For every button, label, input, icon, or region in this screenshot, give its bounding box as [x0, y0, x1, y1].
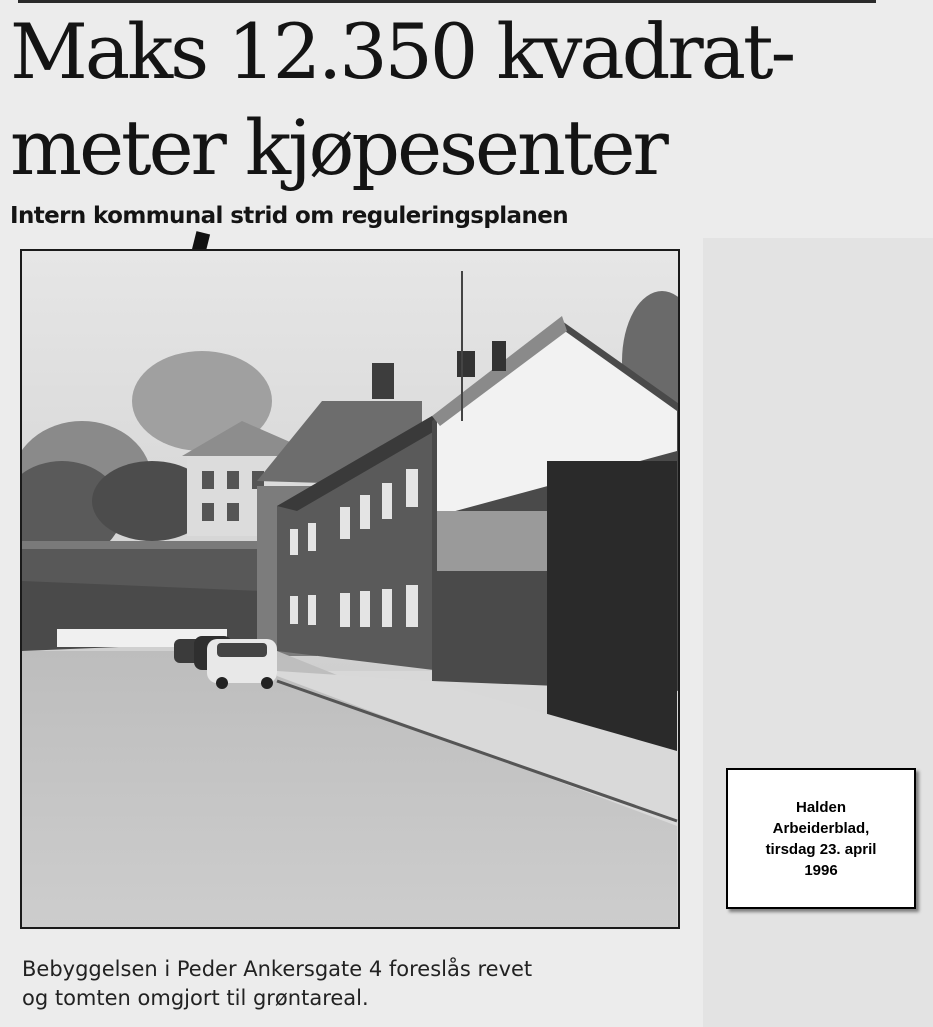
source-line-1: Halden	[795, 798, 846, 816]
headline-line-2: meter kjøpesenter	[10, 103, 666, 192]
source-line-4: 1996	[804, 861, 838, 879]
photo-caption	[22, 955, 692, 1013]
caption-line-2: og tomten omgjort til grøntareal.	[22, 986, 369, 1010]
street-photo	[20, 249, 680, 929]
headline-line-1: Maks 12.350 kvadrat-	[10, 7, 794, 96]
source-label-box	[726, 768, 916, 909]
subheadline: Intern kommunal strid om reguleringsplanen	[10, 203, 569, 229]
headline	[10, 4, 890, 196]
source-line-3: tirsdag 23. april	[765, 840, 877, 858]
source-line-2: Arbeiderblad,	[772, 819, 870, 837]
street-photo-illustration	[22, 251, 678, 927]
caption-line-1: Bebyggelsen i Peder Ankersgate 4 foreslås revet	[22, 957, 533, 981]
top-rule-divider	[18, 0, 876, 3]
